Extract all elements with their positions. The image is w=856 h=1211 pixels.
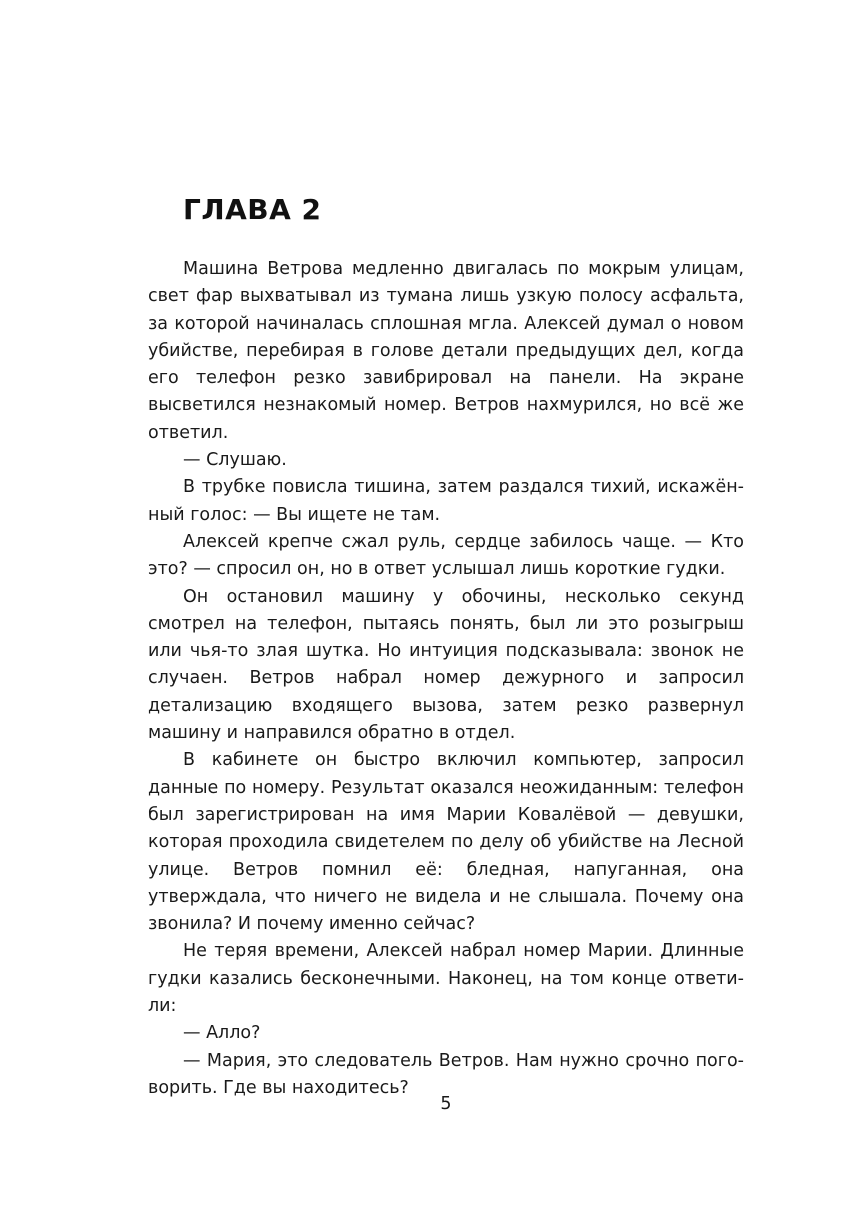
- paragraph: — Алло?: [183, 1023, 261, 1044]
- paragraph: В кабинете он быстро включил компьютер, запросил данные по номеру. Результат оказался неожиданным: телефон был зарегистрирован на имя Марии Ковалёвой — девушки, которая проходила свидетелем по делу об убийстве на Лесной улице. Ветров помнил её: бледная, напуганная, она утверждала, что ничего не видела и не слышала. Почему она звонила? И почему именно сейчас?: [148, 750, 744, 935]
- paragraph: В трубке повисла тишина, затем раздался тихий, искажённый голос: — Вы ищете не там.: [148, 477, 744, 525]
- paragraph: Не теряя времени, Алексей набрал номер Марии. Длинные гудки казались бесконечными. Наконец, на том конце ответили:: [148, 941, 744, 1017]
- page-number: 5: [440, 1094, 452, 1114]
- paragraph: — Мария, это следователь Ветров. Нам нужно срочно поговорить. Где вы находитесь?: [148, 1050, 744, 1098]
- paragraph: — Слушаю.: [183, 450, 287, 471]
- paragraph: Он остановил машину у обочины, несколько секунд смотрел на телефон, пытаясь понять, был ли это розыгрыш или чья-то злая шутка. Но интуиция подсказывала: звонок не случаен. Ветров набрал номер дежурного и запросил детализацию входящего вызова, затем резко развернул машину и направился обратно в отдел.: [148, 586, 744, 744]
- paragraph: Алексей крепче сжал руль, сердце забилось чаще. — Кто это? — спросил он, но в ответ услышал лишь короткие гудки.: [148, 531, 744, 580]
- chapter-body: [148, 256, 744, 1102]
- paragraph: Машина Ветрова медленно двигалась по мокрым улицам, свет фар выхватывал из тумана лишь узкую полосу асфальта, за которой начиналась сплошная мгла. Алексей думал о новом убийстве, перебирая в голове детали предыдущих дел, когда его телефон резко завибрировал на панели. На экране высветился незнакомый номер. Ветров нахмурился, но всё же ответил.: [148, 259, 744, 443]
- chapter-title: ГЛАВА 2: [183, 193, 322, 226]
